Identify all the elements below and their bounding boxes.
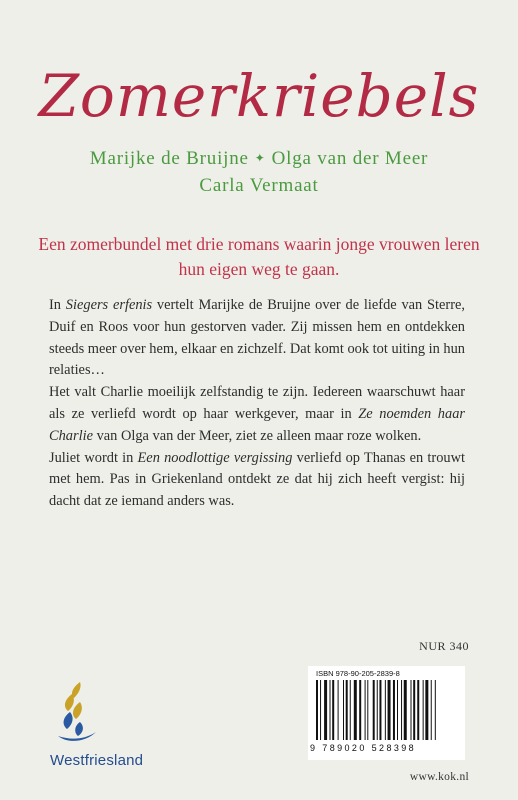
author-1: Marijke de Bruijne — [89, 148, 249, 169]
separator-icon: ✦ — [254, 151, 266, 165]
author-3: Carla Vermaat — [199, 175, 319, 196]
author-2: Olga van der Meer — [271, 148, 429, 169]
blurb-paragraph-2 — [49, 382, 465, 447]
blurb — [49, 295, 465, 513]
barcode-icon — [316, 680, 457, 742]
text: Het valt Charlie moeilijk zelfstandig te zijn. Iedereen waarschuwt haar als ze verliefd wordt op haar werkgever, maar in — [49, 384, 465, 422]
text: In — [49, 297, 66, 313]
text: van Olga van der Meer, ziet ze alleen maar roze wolken. — [92, 427, 422, 444]
book-title-1: Siegers erfenis — [65, 297, 153, 313]
text: verliefd op Thanas en trouwt met hem. Pas in Griekenland ontdekt ze dat hij zich heeft vergist: hij dacht dat ze iemand anders was. — [49, 449, 465, 510]
isbn-text: ISBN 978-90-205-2839-8 — [316, 669, 400, 678]
publisher-url: www.kok.nl — [409, 771, 469, 783]
authors-line-1 — [0, 146, 518, 173]
blurb-paragraph-3 — [49, 448, 465, 513]
authors — [0, 146, 518, 199]
nur-code: NUR 340 — [419, 639, 469, 653]
book-title-3: Een noodlottige vergissing — [137, 449, 293, 466]
text: Juliet wordt in — [49, 449, 138, 466]
publisher-logo-icon — [50, 680, 100, 744]
book-title: Zomerkriebels — [38, 62, 480, 130]
publisher-name: Westfriesland — [50, 752, 144, 769]
tagline: Een zomerbundel met drie romans waarin jonge vrouwen leren hun eigen weg te gaan. — [38, 234, 480, 279]
book-title-2: Ze noemden haar Charlie — [49, 405, 465, 444]
barcode-panel — [308, 666, 465, 760]
text: vertelt Marijke de Bruijne over de liefde van Sterre, Duif en Roos voor hun gestorven vader. Zij missen hem en ontdekken steeds meer over hem, elkaar en zichzelf. Dat komt ook tot uiting in hun relaties… — [49, 297, 466, 379]
barcode-digits: 9 789020 528398 — [310, 743, 417, 753]
blurb-paragraph-1 — [49, 295, 465, 382]
